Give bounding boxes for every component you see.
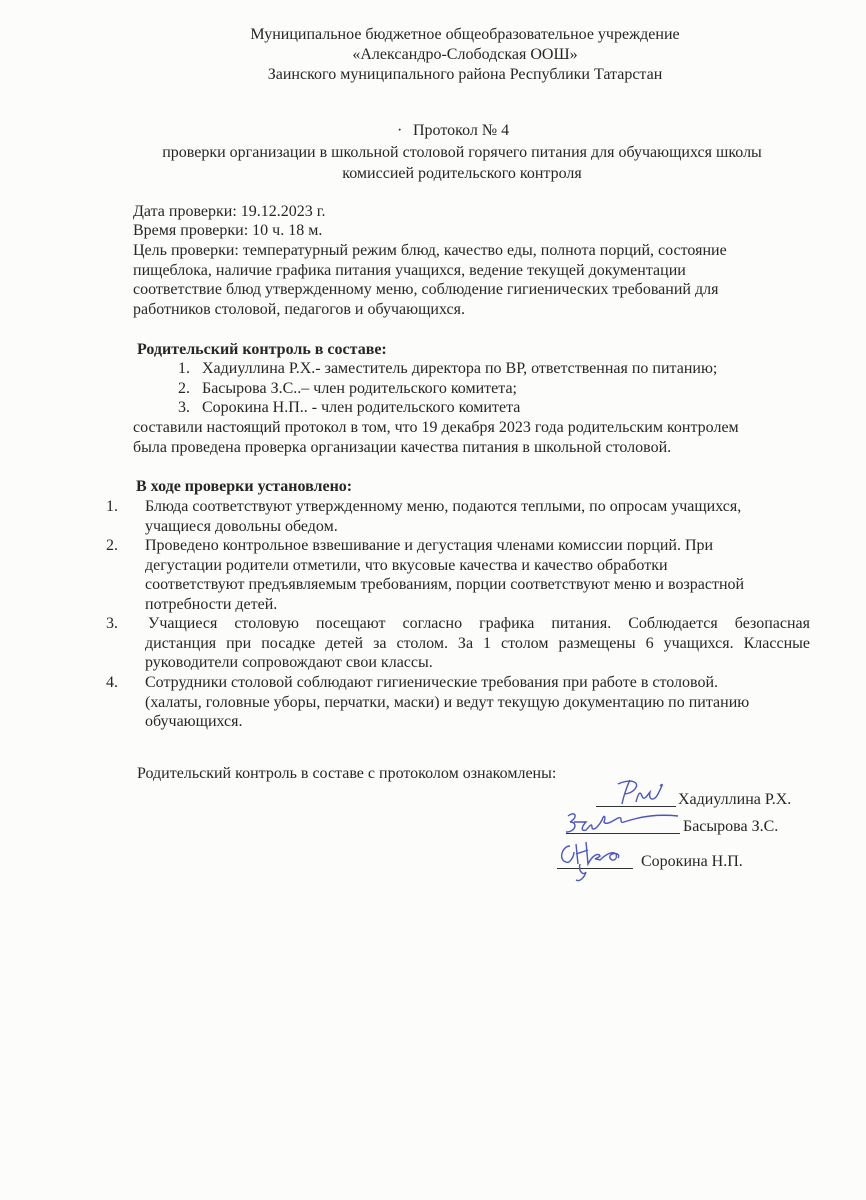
committee-member: Хадиуллина Р.Х.- заместитель директора по ВР, ответственная по питанию;	[202, 360, 718, 377]
inspection-goal: соответствие блюд утвержденному меню, соблюдение гигиенических требований для	[133, 281, 719, 298]
findings-heading: В ходе проверки установлено:	[136, 478, 353, 495]
signatory-name: Хадиуллина Р.Х.	[678, 791, 792, 808]
school-name-line: Муниципальное бюджетное общеобразовательное учреждение	[250, 26, 680, 43]
finding-text: (халаты, головные уборы, перчатки, маски) и ведут текущую документацию по питанию	[145, 694, 750, 711]
committee-member: Сорокина Н.П.. - член родительского комитета	[202, 399, 521, 416]
list-number: 2.	[106, 537, 118, 554]
list-number: 3.	[106, 615, 118, 632]
finding-text: Сотрудники столовой соблюдают гигиенические требования при работе в столовой.	[145, 674, 719, 691]
finding-text: Блюда соответствуют утвержденному меню, подаются теплыми, по опросам учащихся,	[145, 498, 742, 515]
signature-sorokina	[556, 838, 636, 888]
signature-basyrova	[562, 808, 682, 842]
bullet-mark: ·	[397, 122, 403, 139]
committee-heading: Родительский контроль в составе:	[137, 341, 387, 358]
list-number: 3.	[178, 399, 190, 416]
list-number: 4.	[106, 674, 118, 691]
committee-member: Басырова З.С..– член родительского комитета;	[202, 380, 517, 397]
protocol-title: Протокол № 4	[413, 122, 510, 139]
signatory-name: Сорокина Н.П.	[641, 853, 743, 870]
finding-text: потребности детей.	[145, 596, 278, 613]
signatory-name: Басырова З.С.	[683, 818, 779, 835]
finding-text: дистанция при посадке детей за столом. За 1 столом размещены 6 учащихся. Классные	[145, 635, 810, 652]
protocol-subtitle: проверки организации в школьной столовой горячего питания для обучающихся школы	[162, 144, 762, 161]
finding-text: учащиеся довольны обедом.	[145, 518, 338, 535]
list-number: 1.	[178, 360, 190, 377]
school-name-line: Заинского муниципального района Республики Татарстан	[267, 66, 663, 83]
finding-text: Учащиеся столовую посещают согласно графика питания. Соблюдается безопасная	[148, 615, 810, 632]
protocol-subtitle: комиссией родительского контроля	[342, 165, 582, 182]
list-number: 2.	[178, 380, 190, 397]
school-name-line: «Александро-Слободская ООШ»	[352, 46, 578, 63]
acknowledgement-text: Родительский контроль в составе с протоколом ознакомлены:	[137, 765, 557, 782]
signature-hadiullina	[608, 776, 678, 810]
inspection-goal: пищеблока, наличие графика питания учащихся, ведение текущей документации	[133, 262, 686, 279]
inspection-time: Время проверки: 10 ч. 18 м.	[133, 222, 323, 239]
list-number: 1.	[106, 498, 118, 515]
statement-text: составили настоящий протокол в том, что 19 декабря 2023 года родительским контролем	[133, 419, 739, 436]
finding-text: Проведено контрольное взвешивание и дегустация членами комиссии порций. При	[145, 537, 714, 554]
statement-text: была проведена проверка организации качества питания в школьной столовой.	[133, 439, 672, 456]
inspection-date: Дата проверки: 19.12.2023 г.	[133, 203, 326, 220]
finding-text: соответствуют предъявляемым требованиям, порции соответствуют меню и возрастной	[145, 576, 745, 593]
finding-text: дегустации родители отметили, что вкусовые качества и качество обработки	[145, 557, 668, 574]
inspection-goal: Цель проверки: температурный режим блюд, качество еды, полнота порций, состояние	[133, 242, 727, 259]
finding-text: обучающихся.	[145, 713, 243, 730]
inspection-goal: работников столовой, педагогов и обучающихся.	[133, 301, 465, 318]
finding-text: руководители сопровождают свои классы.	[145, 654, 433, 671]
